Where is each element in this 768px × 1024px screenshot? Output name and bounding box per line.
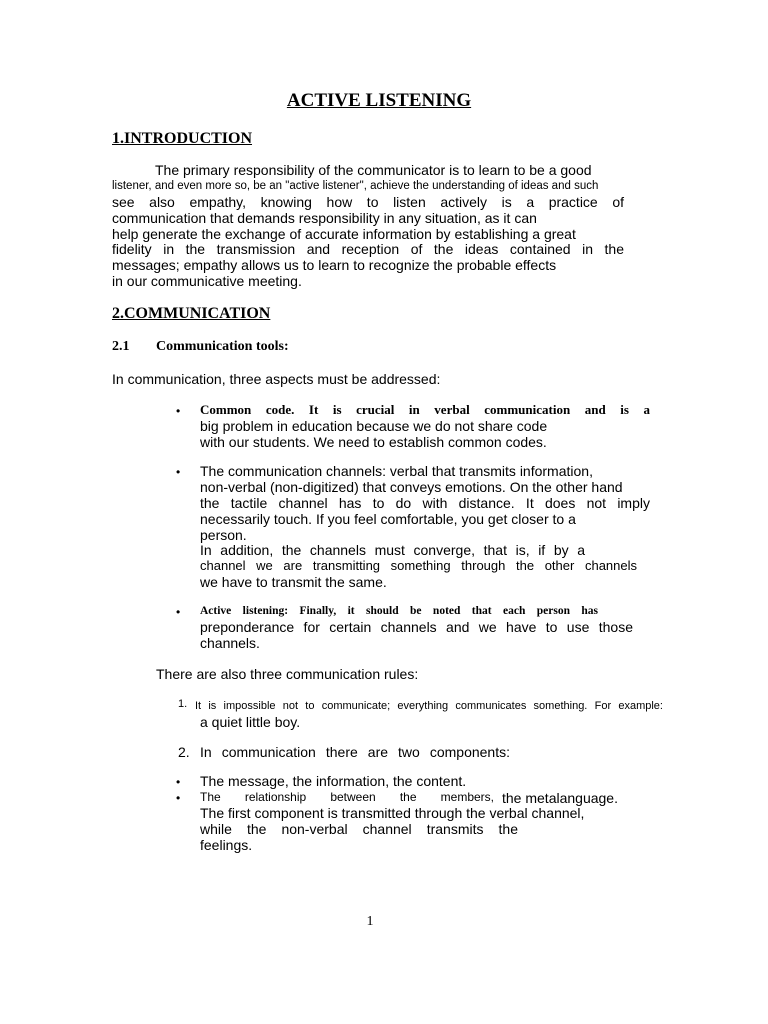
- aspect-2-line-7: channel we are transmitting something through the other channels: [200, 558, 637, 573]
- intro-line-4: communication that demands responsibility in any situation, as it can: [112, 210, 537, 226]
- component-2-line-3: while the non-verbal channel transmits the: [200, 821, 518, 837]
- introduction-heading: 1.INTRODUCTION: [112, 130, 253, 147]
- rule-2-marker: 2.: [178, 744, 190, 760]
- communication-heading: 2.COMMUNICATION: [112, 305, 271, 322]
- intro-line-7: messages; empathy allows us to learn to recognize the probable effects: [112, 257, 557, 273]
- aspects-lead: In communication, three aspects must be addressed:: [112, 371, 441, 387]
- intro-line-8: in our communicative meeting.: [112, 273, 302, 289]
- aspect-3-line-1: Active listening: Finally, it should be noted that each person has: [200, 605, 598, 617]
- rule-2-line-1: In communication there are two components:: [200, 744, 510, 760]
- component-2-line-2: The first component is transmitted through the verbal channel,: [200, 805, 585, 821]
- rules-lead: There are also three communication rules:: [156, 666, 419, 682]
- aspect-3-line-3: channels.: [200, 635, 260, 651]
- component-2-line-1b: the metalanguage.: [502, 790, 618, 806]
- rule-1-line-1: It is impossible not to communicate; everything communicates something. For example:: [195, 700, 663, 712]
- bullet-icon: •: [176, 775, 181, 789]
- intro-line-6: fidelity in the transmission and reception of the ideas contained in the: [112, 241, 624, 257]
- subheading-text: Communication tools:: [156, 339, 289, 354]
- aspect-2-line-6: In addition, the channels must converge, that is, if by a: [200, 542, 585, 558]
- component-1-line-1: The message, the information, the content.: [200, 773, 467, 789]
- intro-line-5: help generate the exchange of accurate information by establishing a great: [112, 226, 576, 242]
- rule-1-marker: 1.: [178, 698, 188, 710]
- intro-line-1: The primary responsibility of the communicator is to learn to be a good: [155, 162, 592, 178]
- aspect-1-line-1: Common code. It is crucial in verbal communication and is a: [200, 402, 650, 417]
- aspect-2-line-5: person.: [200, 527, 247, 543]
- bullet-icon: •: [176, 605, 181, 619]
- aspect-2-line-2: non-verbal (non-digitized) that conveys emotions. On the other hand: [200, 479, 623, 495]
- communication-tools-subheading: [112, 339, 289, 355]
- bullet-icon: •: [176, 465, 181, 479]
- document-title: ACTIVE LISTENING: [286, 90, 472, 111]
- component-2-line-1a: The relationship between the members,: [200, 790, 494, 804]
- rule-1-line-2: a quiet little boy.: [200, 714, 301, 730]
- aspect-2-line-1: The communication channels: verbal that transmits information,: [200, 463, 593, 479]
- component-2-line-4: feelings.: [200, 837, 253, 853]
- aspect-2-line-8: we have to transmit the same.: [200, 574, 387, 590]
- bullet-icon: •: [176, 791, 181, 805]
- page-number: 1: [366, 914, 374, 929]
- aspect-1-line-2: big problem in education because we do not share code: [200, 418, 548, 434]
- aspect-2-line-3: the tactile channel has to do with distance. It does not imply: [200, 495, 650, 511]
- aspect-3-line-2: preponderance for certain channels and we have to use those: [200, 619, 633, 635]
- subheading-number: 2.1: [112, 339, 130, 354]
- intro-line-2: listener, and even more so, be an "active listener", achieve the understanding of ideas and such: [112, 180, 599, 192]
- intro-line-3: see also empathy, knowing how to listen actively is a practice of: [112, 194, 624, 210]
- bullet-icon: •: [176, 404, 181, 418]
- aspect-2-line-4: necessarily touch. If you feel comfortable, you get closer to a: [200, 511, 576, 527]
- aspect-1-line-3: with our students. We need to establish common codes.: [200, 434, 547, 450]
